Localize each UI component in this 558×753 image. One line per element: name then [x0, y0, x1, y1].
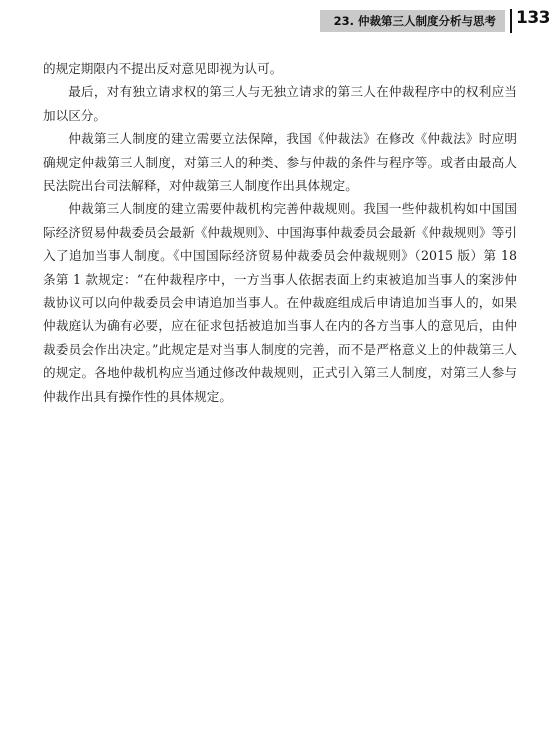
- header-band: [320, 10, 505, 32]
- paragraph: 最后，对有独立请求权的第三人与无独立请求的第三人在仲裁程序中的权利应当加以区分。: [43, 84, 517, 123]
- page-body: [43, 57, 517, 408]
- page-number: 133: [516, 8, 550, 28]
- running-header: [0, 0, 558, 34]
- paragraph: 仲裁第三人制度的建立需要仲裁机构完善仲裁规则。我国一些仲裁机构如中国国际经济贸易仲裁委员会最新《仲裁规则》、中国海事仲裁委员会最新《仲裁规则》等引入了追加当事人制度。《中国国际经济贸易仲裁委员会仲裁规则》（2015 版）第 18 条第 1 款规定：“在仲裁程序中，一方当事人依据表面上约束被追加当事人的案涉仲裁协议可以向仲裁委员会申请追加当事人。在仲裁庭组成后申请追加当事人的，如果仲裁庭认为确有必要，应在征求包括被追加当事人在内的各方当事人的意见后，由仲裁委员会作出决定。”此规定是对当事人制度的完善，而不是严格意义上的仲裁第三人的规定。各地仲裁机构应当通过修改仲裁规则，正式引入第三人制度，对第三人参与仲裁作出具有操作性的具体规定。: [43, 201, 517, 404]
- section-title: 23. 仲裁第三人制度分析与思考: [333, 14, 496, 28]
- paragraph-continuation: 的规定期限内不提出反对意见即视为认可。: [43, 61, 283, 76]
- paragraph: 仲裁第三人制度的建立需要立法保障，我国《仲裁法》在修改《仲裁法》时应明确规定仲裁第三人制度，对第三人的种类、参与仲裁的条件与程序等。或者由最高人民法院出台司法解释，对仲裁第三人制度作出具体规定。: [43, 131, 517, 194]
- header-divider: [510, 9, 512, 33]
